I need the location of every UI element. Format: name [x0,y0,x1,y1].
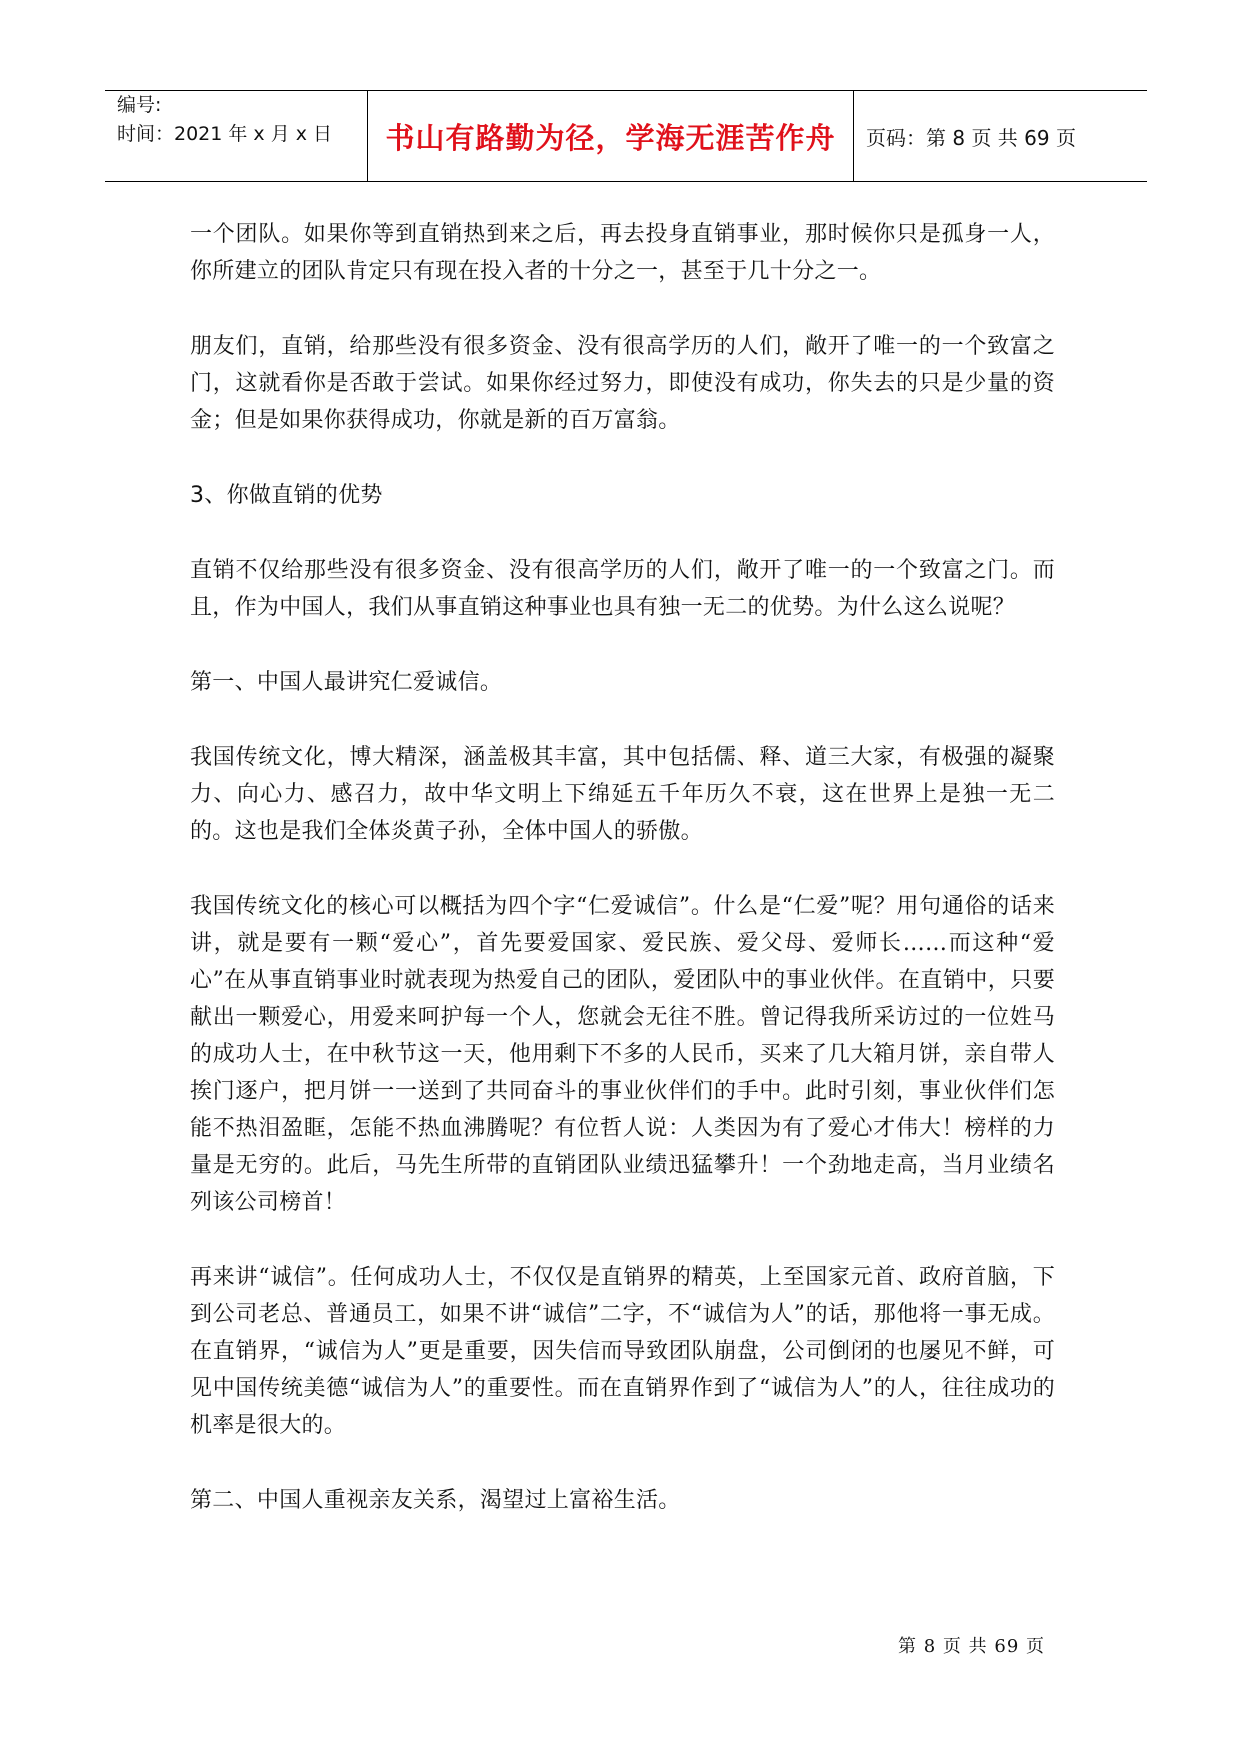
page-footer: 第 8 页 共 69 页 [898,1636,1045,1657]
paragraph-6: 再来讲“诚信”。任何成功人士，不仅仅是直销界的精英，上至国家元首、政府首脑，下到公司老总、普通员工，如果不讲“诚信”二字，不“诚信为人”的话，那他将一事无成。在直销界，“诚信为人”更是重要，因失信而导致团队崩盘，公司倒闭的也屡见不鲜，可见中国传统美德“诚信为人”的重要性。而在直销界作到了“诚信为人”的人，往往成功的机率是很大的。 [190,1265,1055,1438]
paragraph-1: 一个团队。如果你等到直销热到来之后，再去投身直销事业，那时候你只是孤身一人，你所建立的团队肯定只有现在投入者的十分之一，甚至于几十分之一。 [190,222,1055,284]
paragraph-4: 我国传统文化，博大精深，涵盖极其丰富，其中包括儒、释、道三大家，有极强的凝聚力、向心力、感召力，故中华文明上下绵延五千年历久不衰，这在世界上是独一无二的。这也是我们全体炎黄子孙，全体中国人的骄傲。 [190,745,1055,844]
document-body [190,216,1055,1557]
point-heading-2: 第二、中国人重视亲友关系，渴望过上富裕生活。 [190,1488,681,1513]
paragraph-5: 我国传统文化的核心可以概括为四个字“仁爱诚信”。什么是“仁爱”呢？用句通俗的话来讲，就是要有一颗“爱心”，首先要爱国家、爱民族、爱父母、爱师长……而这种“爱心”在从事直销事业时就表现为热爱自己的团队，爱团队中的事业伙伴。在直销中，只要献出一颗爱心，用爱来呵护每一个人，您就会无往不胜。曾记得我所采访过的一位姓马的成功人士，在中秋节这一天，他用剩下不多的人民币，买来了几大箱月饼，亲自带人挨门逐户，把月饼一一送到了共同奋斗的事业伙伴们的手中。此时引刻，事业伙伴们怎能不热泪盈眶，怎能不热血沸腾呢？有位哲人说：人类因为有了爱心才伟大！榜样的力量是无穷的。此后，马先生所带的直销团队业绩迅猛攀升！一个劲地走高，当月业绩名列该公司榜首！ [190,894,1055,1215]
document-time-label: 时间：2021 年 x 月 x 日 [117,123,333,145]
paragraph-2: 朋友们，直销，给那些没有很多资金、没有很高学历的人们，敞开了唯一的一个致富之门，这就看你是否敢于尝试。如果你经过努力，即使没有成功，你失去的只是少量的资金；但是如果你获得成功，你就是新的百万富翁。 [190,334,1055,433]
header-motto-cell [368,91,854,181]
header-meta [105,91,368,181]
header-page-code: 页码：第 8 页 共 69 页 [866,125,1076,150]
paragraph-3: 直销不仅给那些没有很多资金、没有很高学历的人们，敞开了唯一的一个致富之门。而且，作为中国人，我们从事直销这种事业也具有独一无二的优势。为什么这么说呢？ [190,558,1055,620]
section-heading: 3、你做直销的优势 [190,483,383,508]
point-heading-1: 第一、中国人最讲究仁爱诚信。 [190,670,503,695]
page-header [105,90,1147,182]
header-motto: 书山有路勤为径，学海无涯苦作舟 [385,120,836,155]
document-number-label: 编号: [117,94,162,116]
